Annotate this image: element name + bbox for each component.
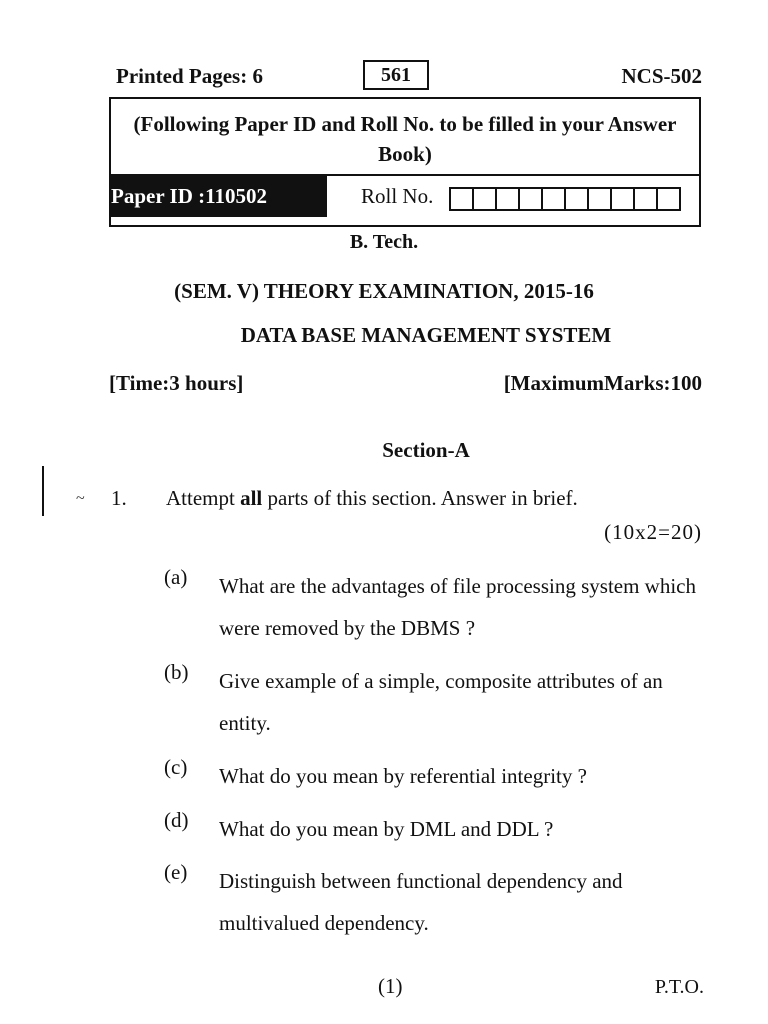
question-marks: (10x2=20) <box>604 520 702 544</box>
maximum-marks: [MaximumMarks:100 <box>503 371 702 395</box>
roll-cell <box>587 187 612 211</box>
paper-id-box <box>109 97 701 227</box>
part-text: What are the advantages of file processing system which were removed by the DBMS ? <box>219 574 697 640</box>
roll-cell <box>564 187 589 211</box>
part-text: Distinguish between functional dependency and multivalued dependency. <box>219 869 623 935</box>
answer-book-note: (Following Paper ID and Roll No. to be filled in your Answer Book) <box>133 112 677 166</box>
roll-cell <box>610 187 635 211</box>
roll-cell <box>472 187 497 211</box>
part-text: What do you mean by referential integrity ? <box>219 764 587 788</box>
question-instruction <box>166 486 578 511</box>
printed-pages: Printed Pages: 6 <box>116 64 263 88</box>
roll-cell <box>518 187 543 211</box>
section-title: Section-A <box>382 438 470 462</box>
subject-title: DATA BASE MANAGEMENT SYSTEM <box>240 323 612 347</box>
exam-time: [Time:3 hours] <box>109 371 244 395</box>
roll-number-label: Roll No. <box>361 184 434 208</box>
part-text: Give example of a simple, composite attributes of an entity. <box>219 669 663 735</box>
roll-cell <box>495 187 520 211</box>
part-label: (d) <box>164 808 189 832</box>
paper-code-box: 561 <box>363 60 429 90</box>
part-text: What do you mean by DML and DDL ? <box>219 817 554 841</box>
roll-cell <box>541 187 566 211</box>
question-number: 1. <box>111 486 127 510</box>
roll-cell <box>656 187 681 211</box>
part-label: (b) <box>164 660 189 684</box>
instruction-prefix: Attempt <box>166 486 241 510</box>
course-code: NCS-502 <box>621 64 702 88</box>
instruction-suffix: parts of this section. Answer in brief. <box>262 486 578 510</box>
please-turn-over: P.T.O. <box>654 976 704 998</box>
part-label: (a) <box>164 565 188 589</box>
page-number: (1) <box>378 974 403 998</box>
part-label: (e) <box>164 860 188 884</box>
part-label: (c) <box>164 755 188 779</box>
degree-title: B. Tech. <box>349 231 419 253</box>
instruction-emphasis: all <box>240 486 263 510</box>
roll-cell <box>633 187 658 211</box>
margin-tick-mark: ~ <box>76 490 85 507</box>
margin-pen-mark <box>42 466 44 516</box>
roll-number-boxes <box>451 187 681 211</box>
exam-title: (SEM. V) THEORY EXAMINATION, 2015-16 <box>174 279 594 303</box>
roll-cell <box>449 187 474 211</box>
paper-id: Paper ID :110502 <box>109 176 327 217</box>
